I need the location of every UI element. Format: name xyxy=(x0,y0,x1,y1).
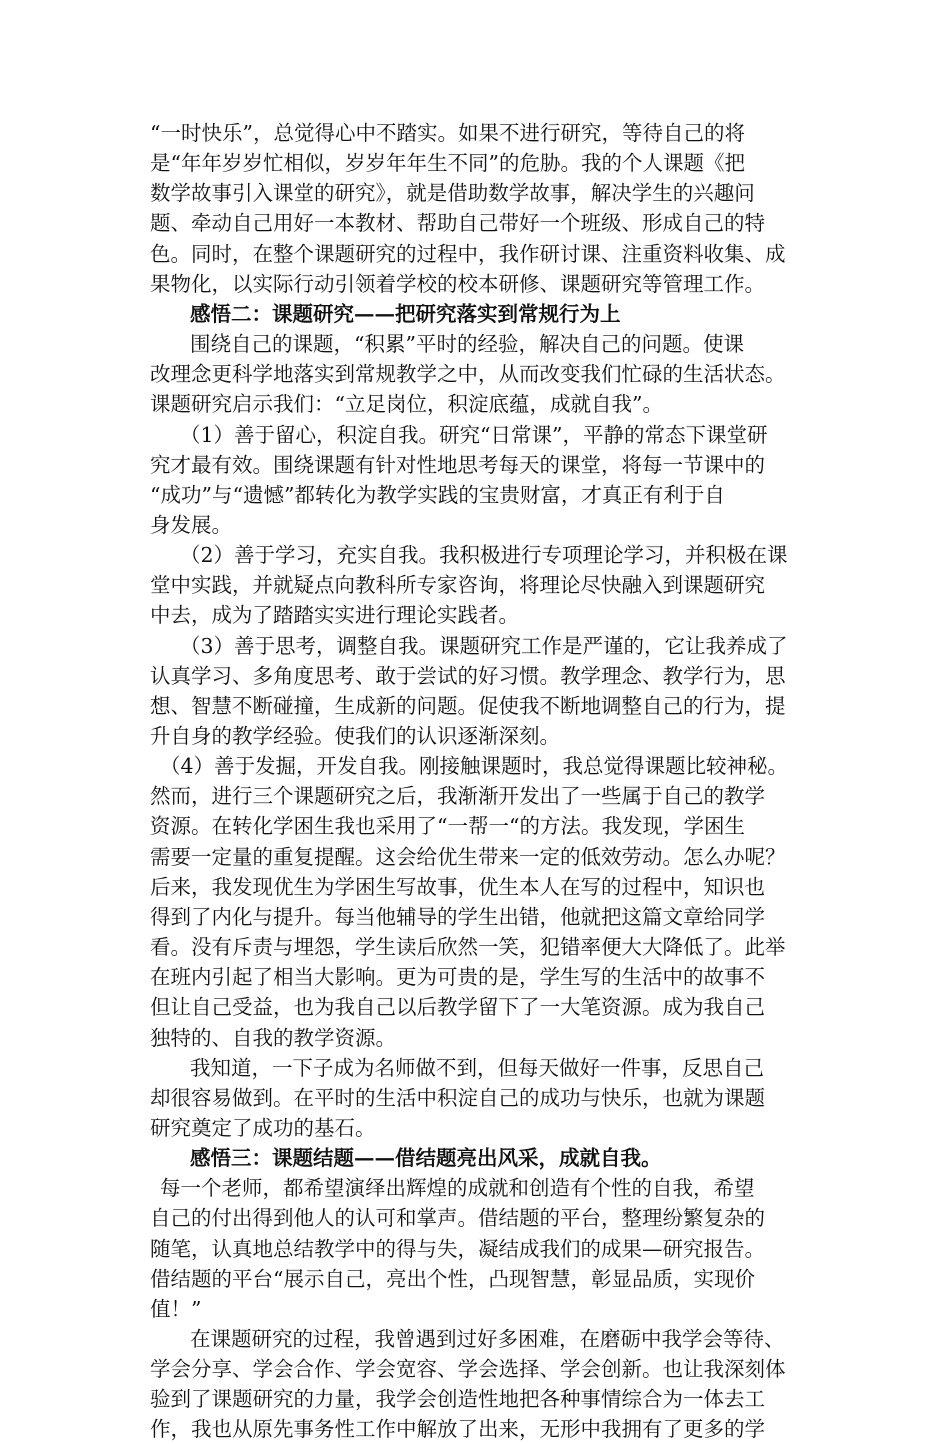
text-line: 研究奠定了成功的基石。 xyxy=(150,1116,376,1140)
text-line: 究才最有效。围绕课题有针对性地思考每天的课堂，将每一节课中的 xyxy=(150,453,765,477)
text-line: 数学故事引入课堂的研究》，就是借助数学故事，解决学生的兴趣问 xyxy=(150,181,755,205)
text-line: （4）善于发掘，开发自我。刚接触课题时，我总觉得课题比较神秘。 xyxy=(160,754,789,778)
text-line: （1）善于留心，积淀自我。研究“日常课”，平静的常态下课堂研 xyxy=(180,423,768,447)
section-heading: 感悟三：课题结题——借结题亮出风采，成就自我。 xyxy=(190,1146,662,1170)
text-line: 课题研究启示我们：“立足岗位，积淀底蕴，成就自我”。 xyxy=(150,392,663,416)
text-line: 随笔，认真地总结教学中的得与失，凝结成我们的成果—研究报告。 xyxy=(150,1237,765,1261)
text-line: （3）善于思考，调整自我。课题研究工作是严谨的，它让我养成了 xyxy=(180,634,788,658)
text-line: 学会分享、学会合作、学会宽容、学会选择、学会创新。也让我深刻体 xyxy=(150,1357,786,1381)
text-line: 然而，进行三个课题研究之后，我渐渐开发出了一些属于自己的教学 xyxy=(150,784,765,808)
text-line: 资源。在转化学困生我也采用了“一帮一“的方法。我发现，学困生 xyxy=(150,814,745,838)
text-line: 升自身的教学经验。使我们的认识逐渐深刻。 xyxy=(150,724,560,748)
text-line: 我知道，一下子成为名师做不到，但每天做好一件事，反思自己 xyxy=(190,1056,764,1080)
text-line: 改理念更科学地落实到常规教学之中，从而改变我们忙碌的生活状态。 xyxy=(150,362,786,386)
text-line: 想、智慧不断碰撞，生成新的问题。促使我不断地调整自己的行为，提 xyxy=(150,694,786,718)
text-line: 借结题的平台“展示自己，亮出个性，凸现智慧，彰显品质，实现价 xyxy=(150,1267,755,1291)
text-line: 题、牵动自己用好一本教材、帮助自己带好一个班级、形成自己的特 xyxy=(150,211,765,235)
text-line: 验到了课题研究的力量，我学会创造性地把各种事情综合为一体去工 xyxy=(150,1387,765,1411)
text-line: 自己的付出得到他人的认可和掌声。借结题的平台，整理纷繁复杂的 xyxy=(150,1206,765,1230)
text-line: 中去，成为了踏踏实实进行理论实践者。 xyxy=(150,603,519,627)
text-line: 独特的、自我的教学资源。 xyxy=(150,1026,396,1050)
text-line: “成功”与“遗憾”都转化为教学实践的宝贵财富，才真正有利于自 xyxy=(150,483,725,507)
text-line: （2）善于学习，充实自我。我积极进行专项理论学习，并积极在课 xyxy=(180,543,788,567)
text-line: 却很容易做到。在平时的生活中积淀自己的成功与快乐，也就为课题 xyxy=(150,1086,765,1110)
text-line: 看。没有斥责与埋怨，学生读后欣然一笑，犯错率便大大降低了。此举 xyxy=(150,935,786,959)
text-line: 在课题研究的过程，我曾遇到过好多困难，在磨砺中我学会等待、 xyxy=(190,1327,785,1351)
text-line: 每一个老师，都希望演绎出辉煌的成就和创造有个性的自我，希望 xyxy=(160,1176,755,1200)
text-line: 但让自己受益，也为我自己以后教学留下了一大笔资源。成为我自己 xyxy=(150,995,765,1019)
text-line: 值！” xyxy=(150,1297,202,1321)
text-line: 后来，我发现优生为学困生写故事，优生本人在写的过程中，知识也 xyxy=(150,875,765,899)
text-line: 果物化，以实际行动引领着学校的校本研修、课题研究等管理工作。 xyxy=(150,272,765,296)
text-line: 堂中实践，并就疑点向教科所专家咨询，将理论尽快融入到课题研究 xyxy=(150,573,765,597)
text-line: 得到了内化与提升。每当他辅导的学生出错，他就把这篇文章给同学 xyxy=(150,905,765,929)
text-line: 认真学习、多角度思考、敢于尝试的好习惯。教学理念、教学行为，思 xyxy=(150,664,786,688)
text-line: 在班内引起了相当大影响。更为可贵的是，学生写的生活中的故事不 xyxy=(150,965,765,989)
section-heading: 感悟二：课题研究——把研究落实到常规行为上 xyxy=(190,302,621,326)
text-line: 需要一定量的重复提醒。这会给优生带来一定的低效劳动。怎么办呢？ xyxy=(150,845,786,869)
text-line: 围绕自己的课题，“积累”平时的经验，解决自己的问题。使课 xyxy=(190,332,744,356)
text-line: “一时快乐”，总觉得心中不踏实。如果不进行研究，等待自己的将 xyxy=(150,121,745,145)
text-line: 作，我也从原先事务性工作中解放了出来，无形中我拥有了更多的学 xyxy=(150,1417,765,1441)
text-line: 身发展。 xyxy=(150,513,232,537)
text-line: 是“年年岁岁忙相似，岁岁年年生不同”的危胁。我的个人课题《把 xyxy=(150,151,745,175)
text-line: 色。同时，在整个课题研究的过程中，我作研讨课、注重资料收集、成 xyxy=(150,242,786,266)
